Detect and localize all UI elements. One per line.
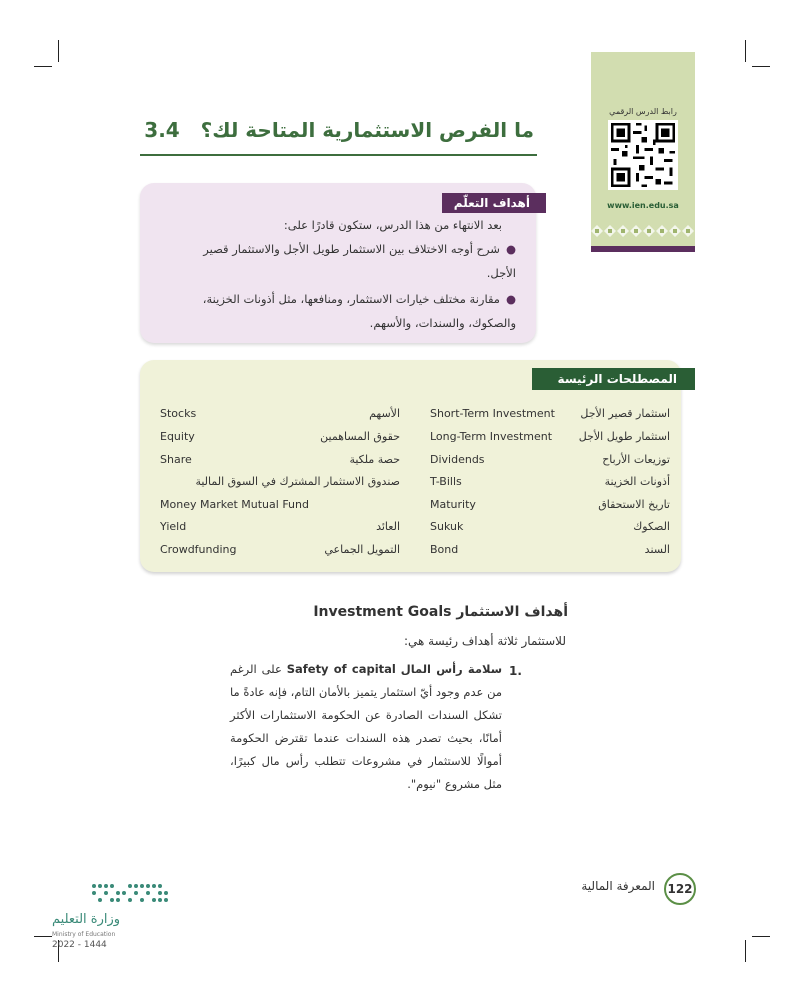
book-title: المعرفة المالية <box>581 879 655 893</box>
objective-item <box>171 237 516 285</box>
bullet-icon: ● <box>505 292 516 306</box>
term-row <box>160 453 400 473</box>
decorative-pattern <box>591 220 695 242</box>
crop-mark <box>745 40 746 62</box>
objectives-intro: بعد الانتهاء من هذا الدرس، ستكون قادرًا على: <box>283 218 502 232</box>
term-row <box>430 407 670 427</box>
section-heading <box>313 604 568 620</box>
edition-year: 2022 - 1444 <box>52 940 107 950</box>
term-english: Long-Term Investment <box>430 430 553 443</box>
term-row <box>430 498 670 518</box>
page-number: 122 <box>664 873 696 905</box>
term-english: T-Bills <box>430 475 462 488</box>
term-row <box>160 498 400 518</box>
crop-mark <box>58 40 59 62</box>
crop-mark <box>752 66 770 67</box>
term-arabic: تاريخ الاستحقاق <box>598 498 670 511</box>
key-term-arabic: سلامة رأس المال <box>400 662 503 676</box>
term-english: Yield <box>160 520 187 533</box>
term-english: Short-Term Investment <box>430 407 555 420</box>
term-arabic: السند <box>644 543 670 556</box>
learning-objectives-box <box>140 183 536 343</box>
term-arabic: توزيعات الأرباح <box>602 453 670 466</box>
term-english: Dividends <box>430 453 485 466</box>
ministry-name-english: Ministry of Education <box>52 931 116 938</box>
paragraph-text: على الرغم من عدم وجود أيّ استثمار يتميز بالأمان التام، فإنه عادةً ما تشكل السندات الصادرة عن الحكومة الاستثمارات الأكثر أمانًا، بحيث تصدر هذه السندات عندما تقترض الحكومة أموالًا للاستثمار في مشروعات تتطلب رأس مال كبيرًا، مثل مشروع "نيوم". <box>230 662 502 791</box>
term-row <box>160 430 400 450</box>
term-arabic: التمويل الجماعي <box>324 543 400 556</box>
qr-caption: رابط الدرس الرقمي <box>609 107 677 116</box>
objective-text: مقارنة مختلف خيارات الاستثمار، ومنافعها، مثل أذونات الخزينة، والصكوك، والسندات، والأسهم. <box>202 292 516 330</box>
term-row <box>160 543 400 563</box>
lesson-title-text: ما الفرص الاستثمارية المتاحة لك؟ <box>200 118 534 142</box>
qr-url[interactable]: www.ien.edu.sa <box>607 201 679 210</box>
term-arabic: حصة ملكية <box>349 453 400 466</box>
objective-item <box>171 287 516 335</box>
key-terms-heading: المصطلحات الرئيسة <box>532 368 695 390</box>
list-number: 1. <box>509 664 522 678</box>
term-row <box>430 430 670 450</box>
term-arabic: استثمار قصير الأجل <box>580 407 670 420</box>
term-row <box>430 475 670 495</box>
ministry-name-arabic: وزارة التعليم <box>52 912 121 927</box>
ministry-logo <box>50 880 180 960</box>
crop-mark <box>752 936 770 937</box>
term-english: Equity <box>160 430 195 443</box>
title-underline <box>140 154 537 156</box>
term-row <box>160 520 400 540</box>
term-row <box>160 407 400 427</box>
paragraph <box>230 658 502 796</box>
key-term-english: Safety of capital <box>286 662 396 676</box>
term-english: Sukuk <box>430 520 464 533</box>
bullet-icon: ● <box>505 242 516 256</box>
term-row <box>430 543 670 563</box>
ministry-logo-icon <box>90 882 174 906</box>
qr-panel <box>591 52 695 252</box>
qr-code[interactable] <box>608 120 678 190</box>
term-row <box>430 453 670 473</box>
term-english: Money Market Mutual Fund <box>160 498 309 511</box>
term-english: Share <box>160 453 192 466</box>
learning-objectives-heading: أهداف التعلّم <box>442 193 546 213</box>
section-heading-arabic: أهداف الاستثمار <box>456 604 568 620</box>
lesson-number: 3.4 <box>144 118 180 142</box>
term-arabic: أذونات الخزينة <box>604 475 670 488</box>
term-arabic: العائد <box>376 520 400 533</box>
crop-mark <box>745 940 746 962</box>
lesson-title <box>144 118 534 142</box>
term-arabic: حقوق المساهمين <box>320 430 400 443</box>
crop-mark <box>34 66 52 67</box>
term-row <box>160 475 400 495</box>
objective-text: شرح أوجه الاختلاف بين الاستثمار طويل الأجل والاستثمار قصير الأجل. <box>203 242 516 280</box>
section-intro: للاستثمار ثلاثة أهداف رئيسة هي: <box>403 634 566 648</box>
term-english: Maturity <box>430 498 476 511</box>
term-english: Stocks <box>160 407 197 420</box>
term-english: Bond <box>430 543 459 556</box>
key-terms-box <box>140 360 681 572</box>
term-arabic: الأسهم <box>369 407 400 420</box>
term-row <box>430 520 670 540</box>
term-arabic: الصكوك <box>633 520 670 533</box>
term-arabic: استثمار طويل الأجل <box>578 430 670 443</box>
term-english: Crowdfunding <box>160 543 237 556</box>
section-heading-english: Investment Goals <box>313 604 452 620</box>
term-arabic: صندوق الاستثمار المشترك في السوق المالية <box>195 475 400 488</box>
qr-panel-bar <box>591 246 695 252</box>
